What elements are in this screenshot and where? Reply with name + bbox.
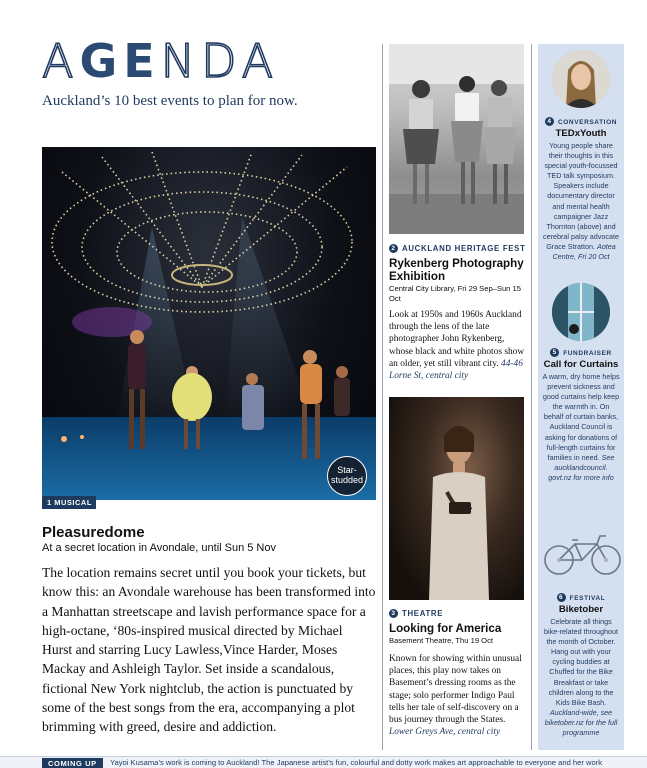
category-conversation (538, 117, 624, 126)
body-text: Celebrate all things bike-related throughout the month of October. Hang out with your cycling buddies at Chuffed for the Bike Breakfast or take children along to the Kids Bike Bash. (544, 617, 618, 707)
event-location: Lower Greys Ave, central city (389, 727, 501, 738)
category-label: THEATRE (402, 609, 444, 618)
title-part-a: A (42, 34, 80, 88)
event-title-tedxyouth: TEDxYouth (555, 128, 607, 139)
category-tag-musical: 1 MUSICAL (42, 496, 96, 509)
body-text: Young people share their thoughts in this special youth-focussed TED talk symposium. Speakers include documentary director and mental health campaigner Jazz Thornton (above) and cerebral palsy advocate Grace Stratton. (543, 141, 619, 251)
coming-up-text: Yayoi Kusama’s work is coming to Auckland! The Japanese artist’s fun, colourful and dotty work makes art approachable to everyone and her work (110, 758, 603, 767)
category-fundraiser (538, 348, 624, 357)
column-divider (531, 44, 532, 750)
photo-performer-indigo-paul (389, 397, 524, 600)
title-part-nda: NDA (160, 34, 280, 88)
event-title-biketober: Biketober (558, 604, 604, 615)
body-text: Look at 1950s and 1960s Auckland through the lens of the late photographer John Rykenberg, whose black and white photos show an older, yet still vibrant city. (389, 310, 525, 369)
title-part-ge: GE (79, 34, 161, 88)
category-festival (538, 593, 624, 602)
event-title-looking-for-america: Looking for America (389, 622, 502, 635)
event-body-looking-for-america (389, 653, 527, 738)
page-title (42, 34, 280, 88)
coming-up-tag: COMING UP (42, 758, 103, 768)
bicycle-icon (542, 528, 624, 578)
event-subtitle-rykenberg: Central City Library, Fri 29 Sep–Sun 15 Oct (389, 284, 521, 303)
feature-subtitle: At a secret location in Avondale, until Sun 5 Nov (42, 542, 276, 554)
event-number-badge: 6 (557, 593, 566, 602)
event-subtitle-looking-for-america: Basement Theatre, Thu 19 Oct (389, 636, 493, 645)
category-label: CONVERSATION (557, 119, 618, 126)
event-number-badge: 4 (545, 117, 554, 126)
category-label: FUNDRAISER (563, 350, 612, 357)
category-heritage-fest (389, 244, 526, 253)
event-body-rykenberg (389, 309, 527, 382)
star-studded-badge: Star-studded (327, 456, 367, 496)
body-text: A warm, dry home helps prevent sickness and good curtains help keep the warmth in. On behalf of curtain banks, Auckland Council is asking for donations of full-length curtains for families in need. (542, 372, 620, 462)
body-text: Known for showing within unusual places, this play now takes on Basement’s dressing rooms as the stage; solo performer Indigo Paul tells her tale of self-discovery on a bus journey through the States. (389, 654, 522, 726)
event-location: Auckland-wide, see biketober.nz for the full programme (544, 707, 618, 738)
category-label: AUCKLAND HERITAGE FEST (402, 244, 526, 253)
event-location: 44-46 Lorne St, central city (389, 358, 523, 382)
feature-body: The location remains secret until you book your tickets, but know this: an Avondale warehouse has been transformed into a Manhattan streetscape and lavish performance space for a high-octane, ‘80s-inspired musical directed by Michael Hurst and starring Lucy Lawless,Vince Harder, Moses Mackay and Ashleigh Taylor. Set inside a scandalous, fictional New York nightclub, the action is punctuated by some of the best songs from the era, accompanying a plot brimming with greed, desire and addiction. (42, 565, 376, 735)
event-body-tedxyouth (542, 141, 620, 262)
event-number-badge: 3 (389, 609, 398, 618)
event-number-badge: 5 (550, 348, 559, 357)
feature-title: Pleasuredome (42, 524, 145, 541)
category-theatre (389, 609, 443, 618)
event-body-biketober (542, 617, 620, 738)
event-title-rykenberg: Rykenberg Photography Exhibition (389, 257, 524, 283)
hero-photo-musical (42, 147, 376, 500)
event-location: See aucklandcouncil. govt.nz for more info (548, 452, 615, 482)
event-number-badge: 2 (389, 244, 398, 253)
portrait-jazz-thornton (552, 50, 610, 108)
event-title-call-for-curtains: Call for Curtains (543, 359, 619, 370)
event-location: Aotea Centre, Fri 20 Oct (552, 241, 616, 262)
photo-rykenberg-women (389, 44, 524, 234)
column-divider (382, 44, 383, 750)
category-label: FESTIVAL (569, 595, 606, 602)
page-subtitle: Auckland’s 10 best events to plan for now. (42, 93, 298, 109)
event-body-call-for-curtains (542, 372, 620, 483)
photo-curtains-window (552, 283, 610, 341)
